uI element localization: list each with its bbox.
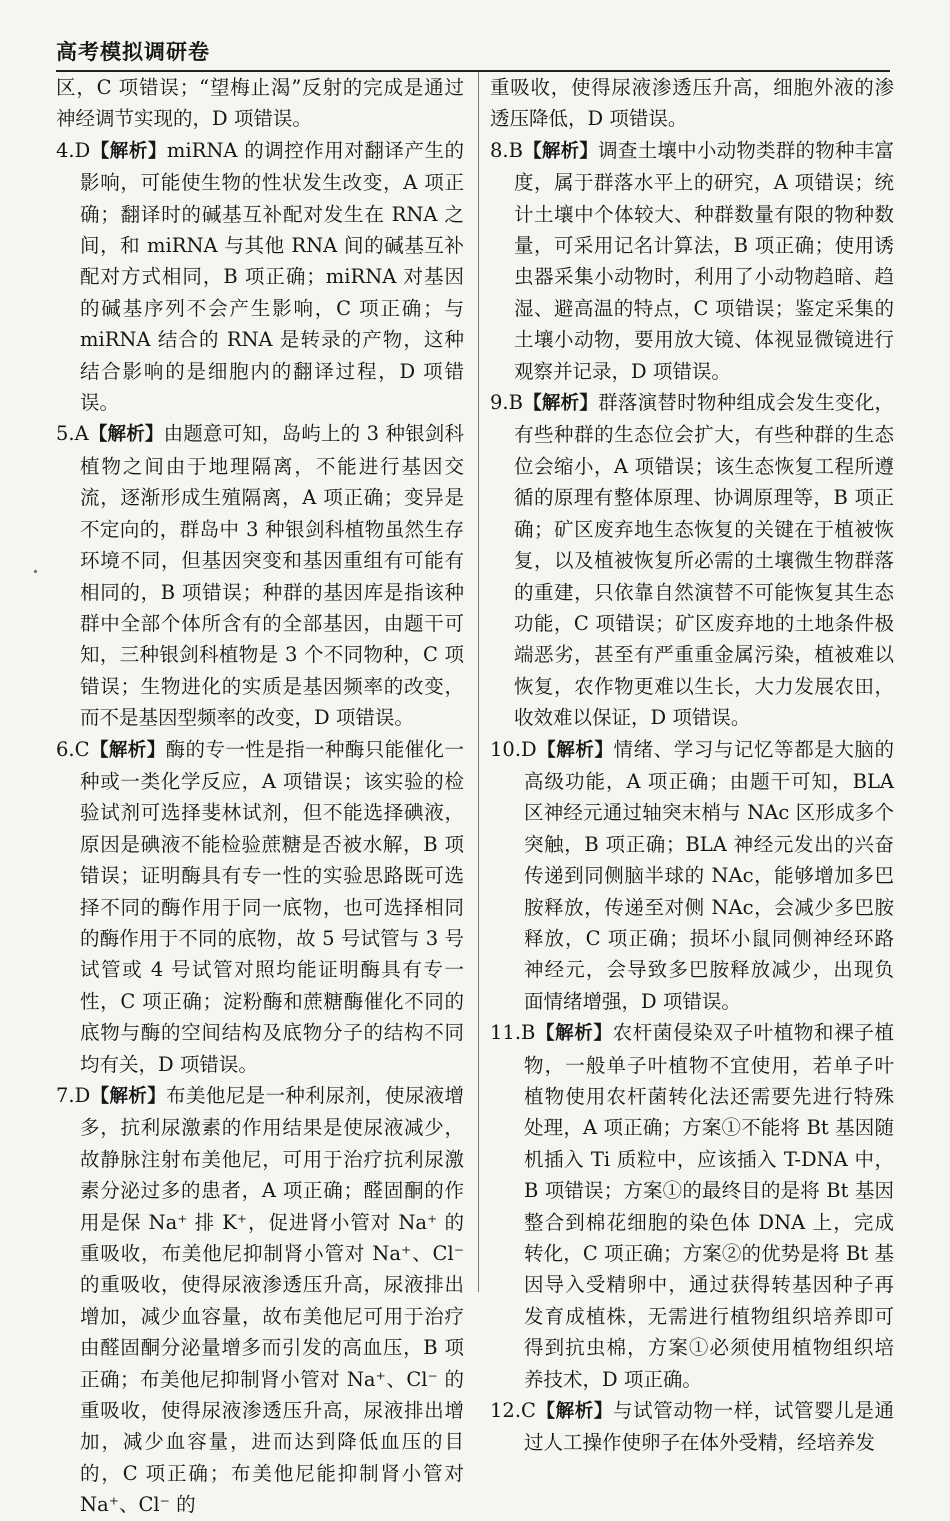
- left-column: [56, 72, 464, 1521]
- analysis-tag: 【解析】: [89, 739, 166, 761]
- item-answer: B: [508, 391, 523, 415]
- analysis-tag: 【解析】: [522, 140, 599, 162]
- answer-item: [490, 1017, 894, 1395]
- answer-item: [56, 1080, 464, 1521]
- item-text: 农杆菌侵染双子叶植物和裸子植物，一般单子叶植物不宜使用，若单子叶植物使用农杆菌转化法还需要先进行特殊处理，A 项正确；方案①不能将 Bt 基因随机插入 Ti 质粒中，应该插入 T-DNA 中，B 项错误；方案①的最终目的是将 Bt 基因整合到棉花细胞的染色体 DNA 上，完成转化，C 项正确；方案②的优势是将 Bt 基因导入受精卵中，通过获得转基因种子再发育成植株，无需进行植物组织培养即可得到抗虫棉，方案①必须使用植物组织培养技术，D 项正确。: [524, 1021, 894, 1391]
- right-column: [490, 72, 894, 1459]
- item-text: 布美他尼是一种利尿剂，使尿液增多，抗利尿激素的作用结果是使尿液减少，故静脉注射布美他尼，可用于治疗抗利尿激素分泌过多的患者，A 项正确；醛固酮的作用是保 Na⁺ 排 K⁺，促进肾小管对 Na⁺ 的重吸收，布美他尼抑制肾小管对 Na⁺、Cl⁻ 的重吸收，使得尿液渗透压升高，尿液排出增加，减少血容量，故布美他尼可用于治疗由醛固酮分泌量增多而引发的高血压，B 项正确；布美他尼抑制肾小管对 Na⁺、Cl⁻ 的重吸收，使得尿液渗透压升高，尿液排出增加，减少血容量，进而达到降低血压的目的，C 项正确；布美他尼能抑制肾小管对 Na⁺、Cl⁻ 的: [80, 1084, 464, 1517]
- item-answer: B: [521, 1021, 536, 1045]
- item-answer: C: [521, 1399, 536, 1423]
- answer-item: [56, 135, 464, 419]
- item-text: miRNA 的调控作用对翻译产生的影响，可能使生物的性状发生改变，A 项正确；翻译时的碱基互补配对发生在 RNA 之间，和 miRNA 与其他 RNA 间的碱基互补配对方式相同，B 项正确；miRNA 对基因的碱基序列不会产生影响，C 项正确；与 miRNA 结合的 RNA 是转录的产物，这种结合影响的是细胞内的翻译过程，D 项错误。: [80, 138, 464, 415]
- answer-item: [490, 734, 894, 1018]
- item-number: 8.: [490, 138, 509, 162]
- item-text: 调查土壤中小动物类群的物种丰富度，属于群落水平上的研究，A 项错误；统计土壤中个体较大、种群数量有限的物种数量，可采用记名计算法，B 项正确；使用诱虫器采集小动物时，利用了小动物趋暗、趋湿、避高温的特点，C 项错误；鉴定采集的土壤小动物，要用放大镜、体视显微镜进行观察并记录，D 项错误。: [514, 138, 894, 383]
- analysis-tag: 【解析】: [90, 1086, 167, 1107]
- answer-item: [56, 418, 464, 733]
- item-text: 酶的专一性是指一种酶只能催化一种或一类化学反应，A 项错误；该实验的检验试剂可选择斐林试剂，但不能选择碘液，原因是碘液不能检验蔗糖是否被水解，B 项错误；证明酶具有专一性的实验思路既可选择不同的酶作用于同一底物，也可选择相同的酶作用于不同的底物，故 5 号试管与 3 号试管或 4 号试管对照均能证明酶具有专一性，C 项正确；淀粉酶和蔗糖酶催化不同的底物与酶的空间结构及底物分子的结构不同均有关，D 项错误。: [80, 737, 464, 1076]
- answer-item: [490, 135, 894, 387]
- item-number: 12.: [490, 1399, 522, 1423]
- item-text: 由题意可知，岛屿上的 3 种银剑科植物之间由于地理隔离，不能进行基因交流，逐渐形成生殖隔离，A 项正确；变异是不定向的，群岛中 3 种银剑科植物虽然生存环境不同，但基因突变和基因重组有可能有相同的，B 项错误；种群的基因库是指该种群中全部个体所含有的全部基因，由题干可知，三种银剑科植物是 3 个不同物种，C 项错误；生物进化的实质是基因频率的改变，而不是基因型频率的改变，D 项错误。: [80, 422, 464, 730]
- continued-text: 区，C 项错误；“望梅止渴”反射的完成是通过神经调节实现的，D 项错误。: [56, 76, 464, 131]
- analysis-tag: 【解析】: [535, 1401, 614, 1423]
- analysis-tag: 【解析】: [536, 739, 614, 761]
- page-header: [56, 36, 890, 72]
- answer-item: [56, 734, 464, 1080]
- item-text: 与试管动物一样，试管婴儿是通过人工操作使卵子在体外受精，经培养发: [524, 1399, 894, 1455]
- item-answer: D: [74, 1084, 91, 1107]
- item-answer: C: [74, 737, 90, 761]
- item-answer: B: [508, 138, 523, 162]
- analysis-tag: 【解析】: [535, 1023, 613, 1045]
- answer-item: [490, 1395, 894, 1459]
- item-number: 4.: [56, 138, 75, 162]
- item-number: 6.: [56, 737, 75, 761]
- header-title: 高考模拟调研卷: [56, 40, 210, 64]
- continued-text: 重吸收，使得尿液渗透压升高，细胞外液的渗透压降低，D 项错误。: [490, 76, 894, 131]
- column-divider: [478, 72, 479, 1292]
- item-number: 9.: [490, 391, 509, 415]
- answer-item: [490, 387, 894, 733]
- analysis-tag: 【解析】: [88, 424, 164, 446]
- item-answer: D: [521, 737, 537, 761]
- item-number: 5.: [56, 422, 75, 446]
- item-text: 群落演替时物种组成会发生变化，有些种群的生态位会扩大，有些种群的生态位会缩小，A 项错误；该生态恢复工程所遵循的原理有整体原理、协调原理等，B 项正确；矿区废弃地生态恢复的关键在于植被恢复，以及植被恢复所必需的土壤微生物群落的重建，只依靠自然演替不可能恢复其生态功能，C 项错误；矿区废弃地的土地条件极端恶劣，甚至有严重重金属污染，植被难以恢复，农作物更难以生长，大力发展农田，收效难以保证，D 项错误。: [514, 391, 894, 730]
- item-answer: A: [74, 422, 89, 446]
- item-number: 10.: [490, 737, 522, 761]
- analysis-tag: 【解析】: [522, 393, 599, 415]
- analysis-tag: 【解析】: [90, 140, 167, 162]
- margin-dot: [34, 570, 37, 573]
- item-number: 7.: [56, 1084, 75, 1107]
- item-text: 情绪、学习与记忆等都是大脑的高级功能，A 项正确；由题干可知，BLA 区神经元通过轴突末梢与 NAc 区形成多个突触，B 项正确；BLA 神经元发出的兴奋传递到同侧脑半球的 NAc，能够增加多巴胺释放，传递至对侧 NAc，会减少多巴胺释放，C 项正确；损坏小鼠同侧神经环路神经元，会导致多巴胺释放减少，出现负面情绪增强，D 项错误。: [524, 737, 894, 1013]
- item-answer: D: [74, 138, 91, 162]
- item-number: 11.: [490, 1021, 522, 1045]
